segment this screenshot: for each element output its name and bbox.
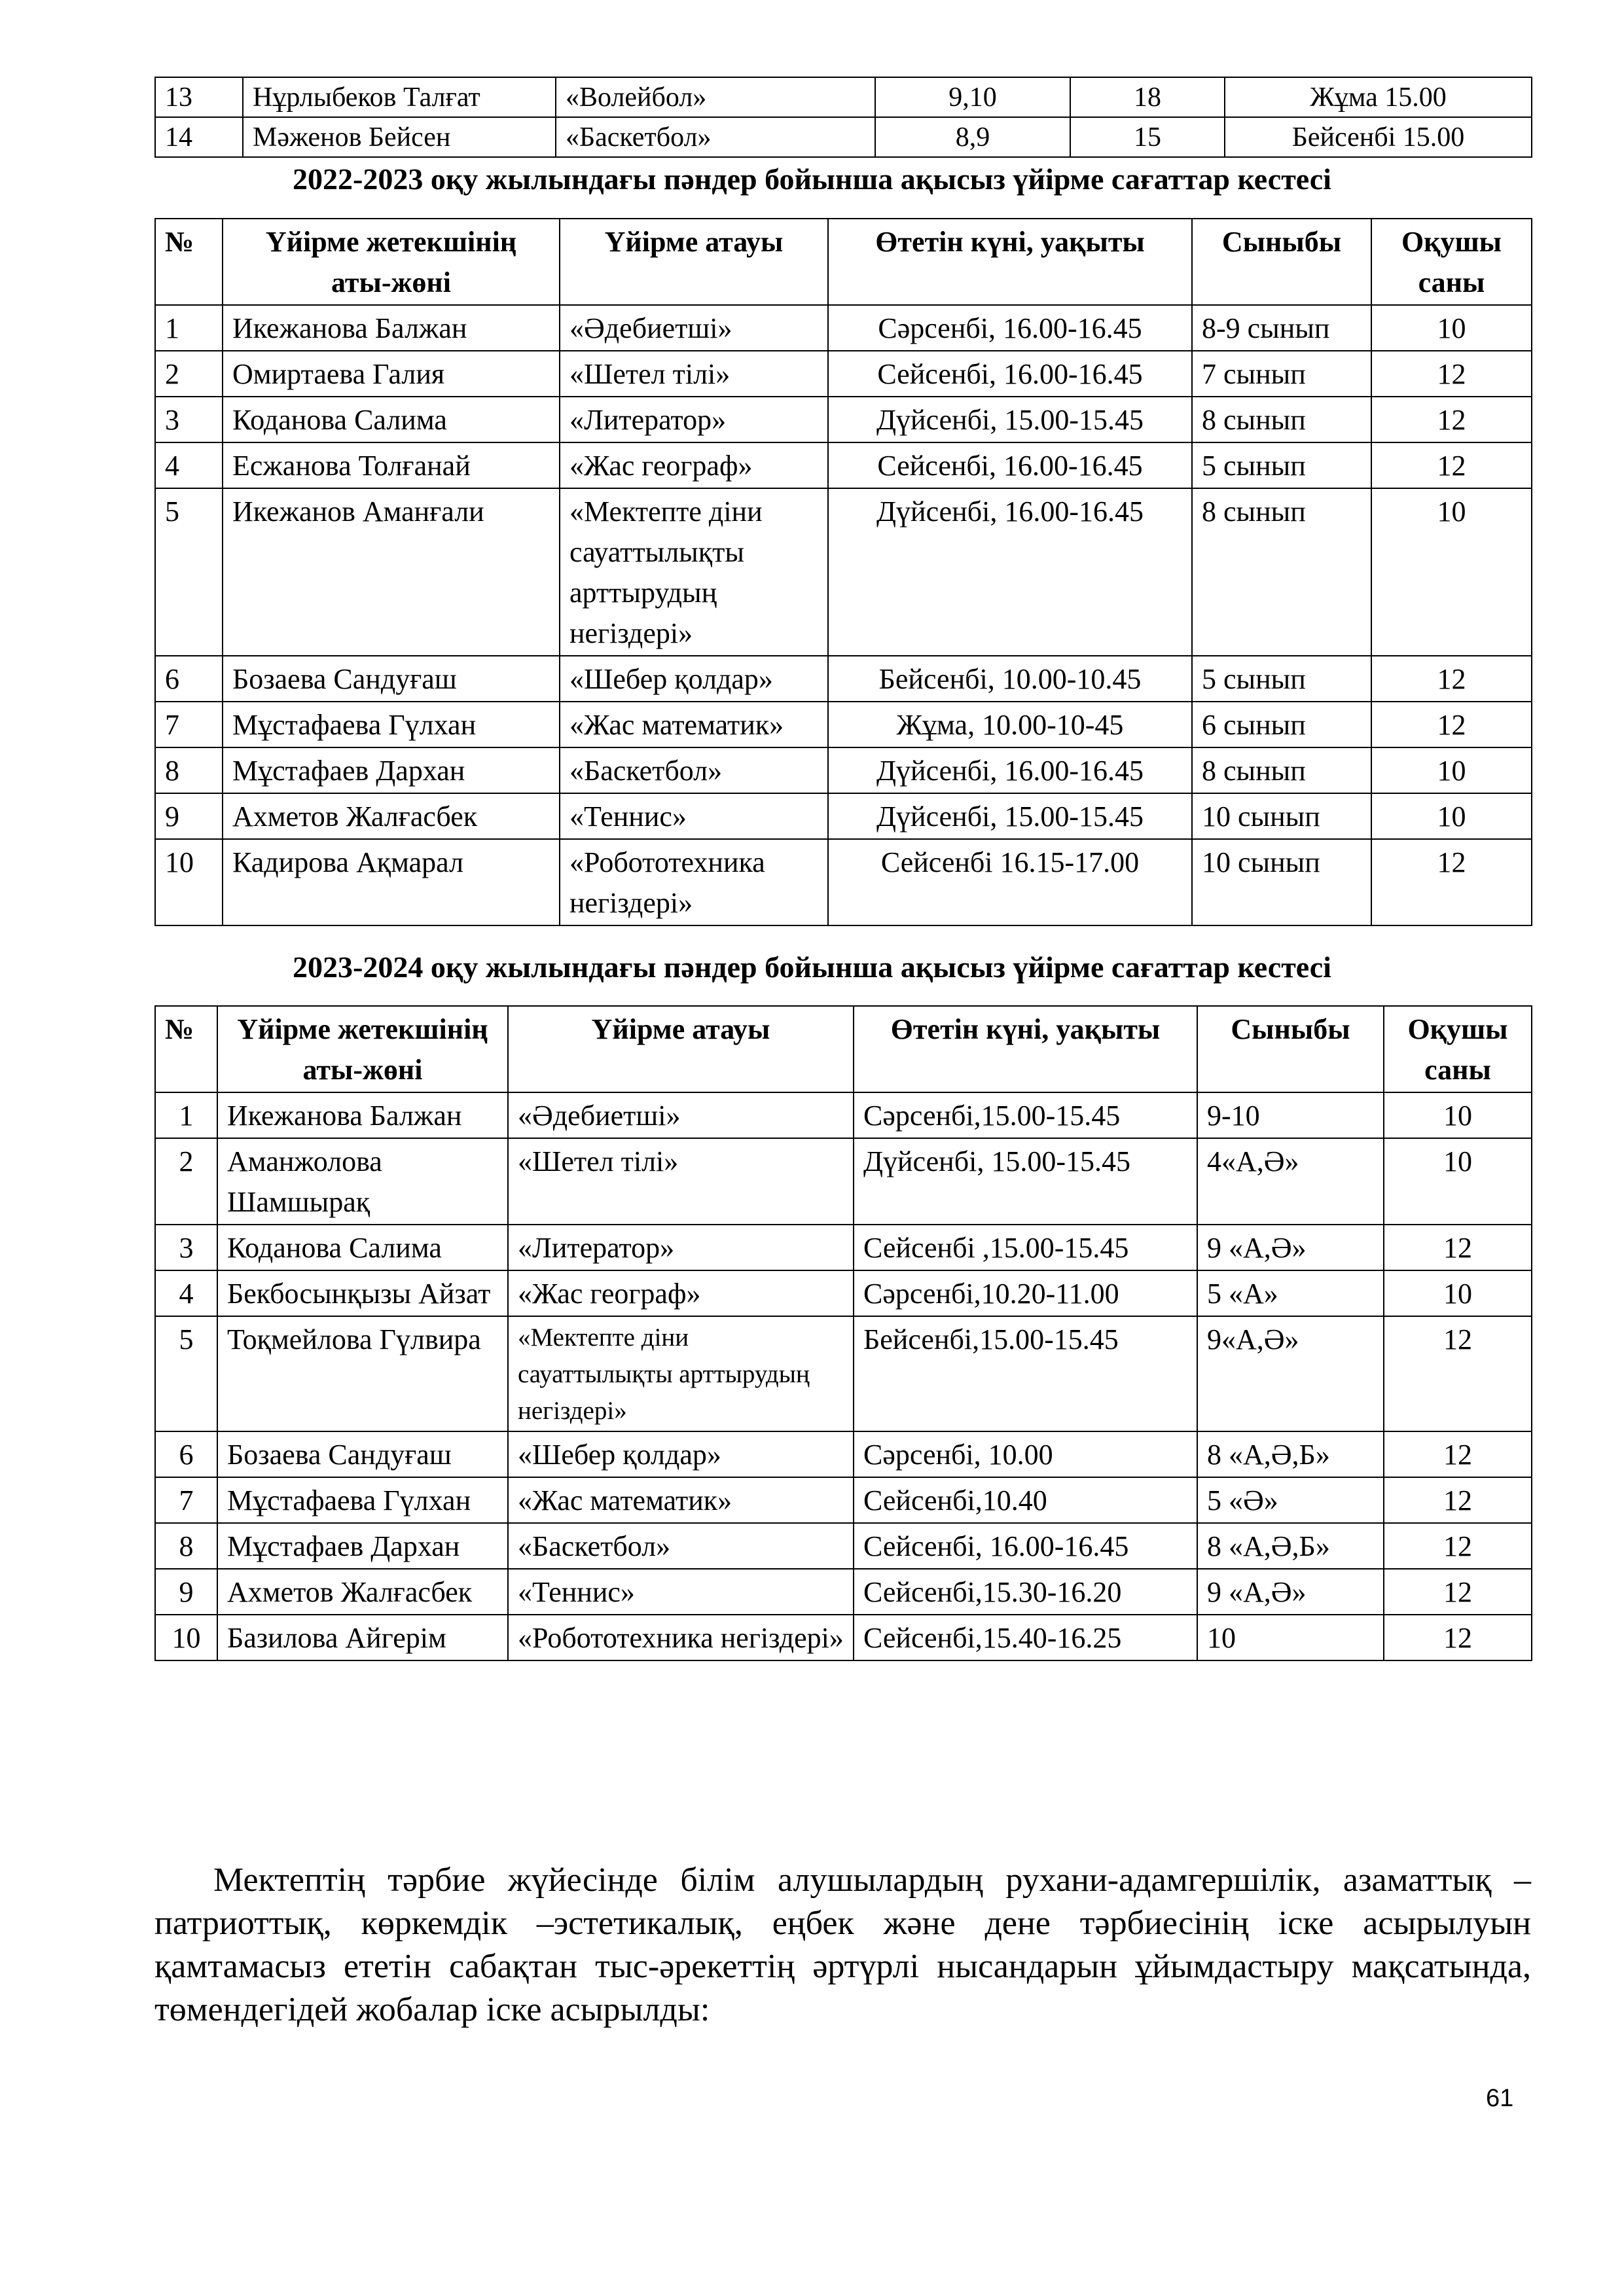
cell-club: «Жас математик» xyxy=(508,1477,854,1523)
cell-grade: 5 «А» xyxy=(1197,1270,1384,1316)
cell-grade: 5 сынып xyxy=(1192,442,1371,488)
cell-name: Ахметов Жалғасбек xyxy=(217,1569,508,1615)
header-count: Оқушы саны xyxy=(1384,1006,1532,1092)
header-leader: Үйірме жетекшінің аты-жөні xyxy=(217,1006,508,1092)
cell-grade: 10 xyxy=(1197,1615,1384,1660)
table-row xyxy=(155,1523,1532,1569)
header-time: Өтетін күні, уақыты xyxy=(828,219,1192,305)
cell-count: 12 xyxy=(1384,1615,1532,1660)
cell-time: Жұма, 10.00-10-45 xyxy=(828,702,1192,747)
cell-grade: 6 сынып xyxy=(1192,702,1371,747)
cell-club: «Шебер қолдар» xyxy=(560,656,828,702)
table-row xyxy=(155,488,1532,656)
cell-n: 9 xyxy=(155,1569,217,1615)
cell-n: 2 xyxy=(155,1138,217,1225)
table-header-row xyxy=(155,1006,1532,1092)
table-row xyxy=(155,747,1532,793)
cell-count: 10 xyxy=(1371,747,1532,793)
cell-count: 12 xyxy=(1371,702,1532,747)
cell-count: 15 xyxy=(1070,117,1225,157)
cell-time: Сейсенбі ,15.00-15.45 xyxy=(854,1225,1197,1270)
cell-club: «Жас географ» xyxy=(560,442,828,488)
cell-club: «Мектепте діни сауаттылықты арттырудың негіздері» xyxy=(508,1316,854,1431)
cell-grade: 5 сынып xyxy=(1192,656,1371,702)
cell-time: Сәрсенбі,10.20-11.00 xyxy=(854,1270,1197,1316)
cell-club: «Әдебиетші» xyxy=(560,305,828,351)
table-row xyxy=(155,702,1532,747)
cell-name: Мәженов Бейсен xyxy=(243,117,556,157)
cell-club: «Теннис» xyxy=(560,793,828,839)
cell-count: 12 xyxy=(1371,656,1532,702)
cell-n: 10 xyxy=(155,839,223,925)
table-row xyxy=(155,1431,1532,1477)
cell-grade: 8,9 xyxy=(875,117,1070,157)
cell-grade: 9 «А,Ә» xyxy=(1197,1569,1384,1615)
cell-time: Дүйсенбі, 15.00-15.45 xyxy=(828,793,1192,839)
table-row xyxy=(155,1138,1532,1225)
cell-club: «Волейбол» xyxy=(556,77,875,117)
table-row xyxy=(155,1477,1532,1523)
cell-time: Сейсенбі,15.40-16.25 xyxy=(854,1615,1197,1660)
cell-grade: 8 сынып xyxy=(1192,747,1371,793)
cell-club: «Мектепте діни сауаттылықты арттырудың негіздері» xyxy=(560,488,828,656)
cell-n: 8 xyxy=(155,747,223,793)
cell-grade: 5 «Ә» xyxy=(1197,1477,1384,1523)
cell-count: 10 xyxy=(1384,1138,1532,1225)
cell-n: 14 xyxy=(155,117,243,157)
cell-count: 10 xyxy=(1384,1092,1532,1138)
cell-n: 9 xyxy=(155,793,223,839)
table-row xyxy=(155,839,1532,925)
cell-time: Сейсенбі 16.15-17.00 xyxy=(828,839,1192,925)
table-row xyxy=(155,656,1532,702)
cell-club: «Шетел тілі» xyxy=(560,351,828,397)
cell-club: «Баскетбол» xyxy=(556,117,875,157)
cell-n: 6 xyxy=(155,1431,217,1477)
table-2023-2024 xyxy=(154,1005,1532,1661)
cell-n: 4 xyxy=(155,1270,217,1316)
cell-count: 10 xyxy=(1384,1270,1532,1316)
cell-time: Жұма 15.00 xyxy=(1225,77,1532,117)
cell-club: «Шебер қолдар» xyxy=(508,1431,854,1477)
header-club: Үйірме атауы xyxy=(560,219,828,305)
cell-club: «Литератор» xyxy=(560,397,828,442)
cell-grade: 7 сынып xyxy=(1192,351,1371,397)
table-row xyxy=(155,1316,1532,1431)
table-row xyxy=(155,793,1532,839)
cell-count: 12 xyxy=(1371,397,1532,442)
table-row xyxy=(155,305,1532,351)
cell-n: 5 xyxy=(155,488,223,656)
cell-time: Сейсенбі,15.30-16.20 xyxy=(854,1569,1197,1615)
table-row xyxy=(155,1092,1532,1138)
page-number: 61 xyxy=(1486,2085,1514,2112)
cell-name: Кадирова Ақмарал xyxy=(223,839,560,925)
cell-club: «Әдебиетші» xyxy=(508,1092,854,1138)
cell-time: Сәрсенбі,15.00-15.45 xyxy=(854,1092,1197,1138)
cell-name: Коданова Салима xyxy=(217,1225,508,1270)
cell-grade: 9,10 xyxy=(875,77,1070,117)
cell-name: Коданова Салима xyxy=(223,397,560,442)
header-time: Өтетін күні, уақыты xyxy=(854,1006,1197,1092)
cell-grade: 8 сынып xyxy=(1192,397,1371,442)
table-row xyxy=(155,77,1532,117)
header-number: № xyxy=(155,219,223,305)
cell-n: 3 xyxy=(155,1225,217,1270)
cell-n: 7 xyxy=(155,1477,217,1523)
cell-grade: 8 «А,Ә,Б» xyxy=(1197,1431,1384,1477)
cell-time: Сейсенбі, 16.00-16.45 xyxy=(828,351,1192,397)
cell-n: 5 xyxy=(155,1316,217,1431)
cell-name: Мұстафаев Дархан xyxy=(217,1523,508,1569)
cell-count: 12 xyxy=(1384,1225,1532,1270)
cell-grade: 10 сынып xyxy=(1192,793,1371,839)
cell-name: Мұстафаева Гүлхан xyxy=(217,1477,508,1523)
cell-club: «Баскетбол» xyxy=(560,747,828,793)
continuation-table xyxy=(154,77,1532,158)
cell-grade: 10 сынып xyxy=(1192,839,1371,925)
cell-name: Ахметов Жалғасбек xyxy=(223,793,560,839)
cell-time: Сейсенбі, 16.00-16.45 xyxy=(854,1523,1197,1569)
cell-club: «Робототехника негіздері» xyxy=(508,1615,854,1660)
cell-name: Аманжолова Шамшырақ xyxy=(217,1138,508,1225)
cell-name: Тоқмейлова Гүлвира xyxy=(217,1316,508,1431)
cell-grade: 4«А,Ә» xyxy=(1197,1138,1384,1225)
cell-club: «Баскетбол» xyxy=(508,1523,854,1569)
cell-count: 12 xyxy=(1384,1431,1532,1477)
cell-count: 12 xyxy=(1384,1477,1532,1523)
cell-name: Икежанова Балжан xyxy=(223,305,560,351)
header-leader: Үйірме жетекшінің аты-жөні xyxy=(223,219,560,305)
table-row xyxy=(155,1615,1532,1660)
cell-time: Бейсенбі 15.00 xyxy=(1225,117,1532,157)
cell-name: Бозаева Сандуғаш xyxy=(223,656,560,702)
cell-count: 12 xyxy=(1371,839,1532,925)
cell-name: Базилова Айгерім xyxy=(217,1615,508,1660)
cell-time: Дүйсенбі, 15.00-15.45 xyxy=(854,1138,1197,1225)
cell-count: 12 xyxy=(1384,1523,1532,1569)
cell-n: 6 xyxy=(155,656,223,702)
cell-time: Сейсенбі,10.40 xyxy=(854,1477,1197,1523)
cell-time: Дүйсенбі, 16.00-16.45 xyxy=(828,488,1192,656)
cell-name: Нұрлыбеков Талғат xyxy=(243,77,556,117)
table-row xyxy=(155,1569,1532,1615)
table-row xyxy=(155,397,1532,442)
cell-count: 18 xyxy=(1070,77,1225,117)
table-2022-heading: 2022-2023 оқу жылындағы пәндер бойынша ақысыз үйірме сағаттар кестесі xyxy=(293,162,1331,196)
cell-count: 10 xyxy=(1371,793,1532,839)
cell-grade: 9 «А,Ә» xyxy=(1197,1225,1384,1270)
cell-time: Бейсенбі, 10.00-10.45 xyxy=(828,656,1192,702)
cell-club: «Шетел тілі» xyxy=(508,1138,854,1225)
cell-count: 12 xyxy=(1371,442,1532,488)
cell-time: Дүйсенбі, 16.00-16.45 xyxy=(828,747,1192,793)
cell-club: «Теннис» xyxy=(508,1569,854,1615)
cell-name: Икежанова Балжан xyxy=(217,1092,508,1138)
cell-club: «Литератор» xyxy=(508,1225,854,1270)
cell-time: Бейсенбі,15.00-15.45 xyxy=(854,1316,1197,1431)
cell-count: 12 xyxy=(1371,351,1532,397)
table-header-row xyxy=(155,219,1532,305)
cell-grade: 9«А,Ә» xyxy=(1197,1316,1384,1431)
header-number: № xyxy=(155,1006,217,1092)
cell-grade: 8 сынып xyxy=(1192,488,1371,656)
cell-n: 7 xyxy=(155,702,223,747)
cell-club: «Жас математик» xyxy=(560,702,828,747)
cell-name: Омиртаева Галия xyxy=(223,351,560,397)
table-2022-2023 xyxy=(154,218,1532,926)
cell-count: 12 xyxy=(1384,1316,1532,1431)
table-row xyxy=(155,117,1532,157)
header-grade: Сыныбы xyxy=(1192,219,1371,305)
cell-n: 13 xyxy=(155,77,243,117)
cell-n: 1 xyxy=(155,1092,217,1138)
cell-grade: 8 «А,Ә,Б» xyxy=(1197,1523,1384,1569)
cell-time: Сәрсенбі, 10.00 xyxy=(854,1431,1197,1477)
cell-name: Мұстафаев Дархан xyxy=(223,747,560,793)
cell-n: 4 xyxy=(155,442,223,488)
header-count: Оқушы саны xyxy=(1371,219,1532,305)
cell-name: Бозаева Сандуғаш xyxy=(217,1431,508,1477)
cell-name: Есжанова Толғанай xyxy=(223,442,560,488)
table-row xyxy=(155,442,1532,488)
table-2023-heading: 2023-2024 оқу жылындағы пәндер бойынша ақысыз үйірме сағаттар кестесі xyxy=(293,950,1331,984)
cell-n: 1 xyxy=(155,305,223,351)
cell-time: Дүйсенбі, 15.00-15.45 xyxy=(828,397,1192,442)
cell-club: «Робототехника негіздері» xyxy=(560,839,828,925)
cell-name: Мұстафаева Гүлхан xyxy=(223,702,560,747)
cell-time: Сәрсенбі, 16.00-16.45 xyxy=(828,305,1192,351)
cell-name: Бекбосынқызы Айзат xyxy=(217,1270,508,1316)
table-row xyxy=(155,1225,1532,1270)
cell-count: 12 xyxy=(1384,1569,1532,1615)
cell-time: Сейсенбі, 16.00-16.45 xyxy=(828,442,1192,488)
cell-grade: 8-9 сынып xyxy=(1192,305,1371,351)
cell-n: 8 xyxy=(155,1523,217,1569)
cell-count: 10 xyxy=(1371,305,1532,351)
table-row xyxy=(155,1270,1532,1316)
cell-name: Икежанов Аманғали xyxy=(223,488,560,656)
cell-n: 10 xyxy=(155,1615,217,1660)
cell-grade: 9-10 xyxy=(1197,1092,1384,1138)
table-row xyxy=(155,351,1532,397)
header-club: Үйірме атауы xyxy=(508,1006,854,1092)
header-grade: Сыныбы xyxy=(1197,1006,1384,1092)
body-paragraph: Мектептің тәрбие жүйесінде білім алушылардың рухани-адамгершілік, азаматтық –патриоттық, көркемдік –эстетикалық, еңбек және дене тәрбиесінің іске асырылуын қамтамасыз ететін сабақтан тыс-әрекеттің әртүрлі нысандарын ұйымдастыру мақсатында, төмендегідей жобалар іске асырылды: xyxy=(154,1861,1531,2028)
cell-count: 10 xyxy=(1371,488,1532,656)
cell-n: 3 xyxy=(155,397,223,442)
cell-club: «Жас географ» xyxy=(508,1270,854,1316)
cell-n: 2 xyxy=(155,351,223,397)
